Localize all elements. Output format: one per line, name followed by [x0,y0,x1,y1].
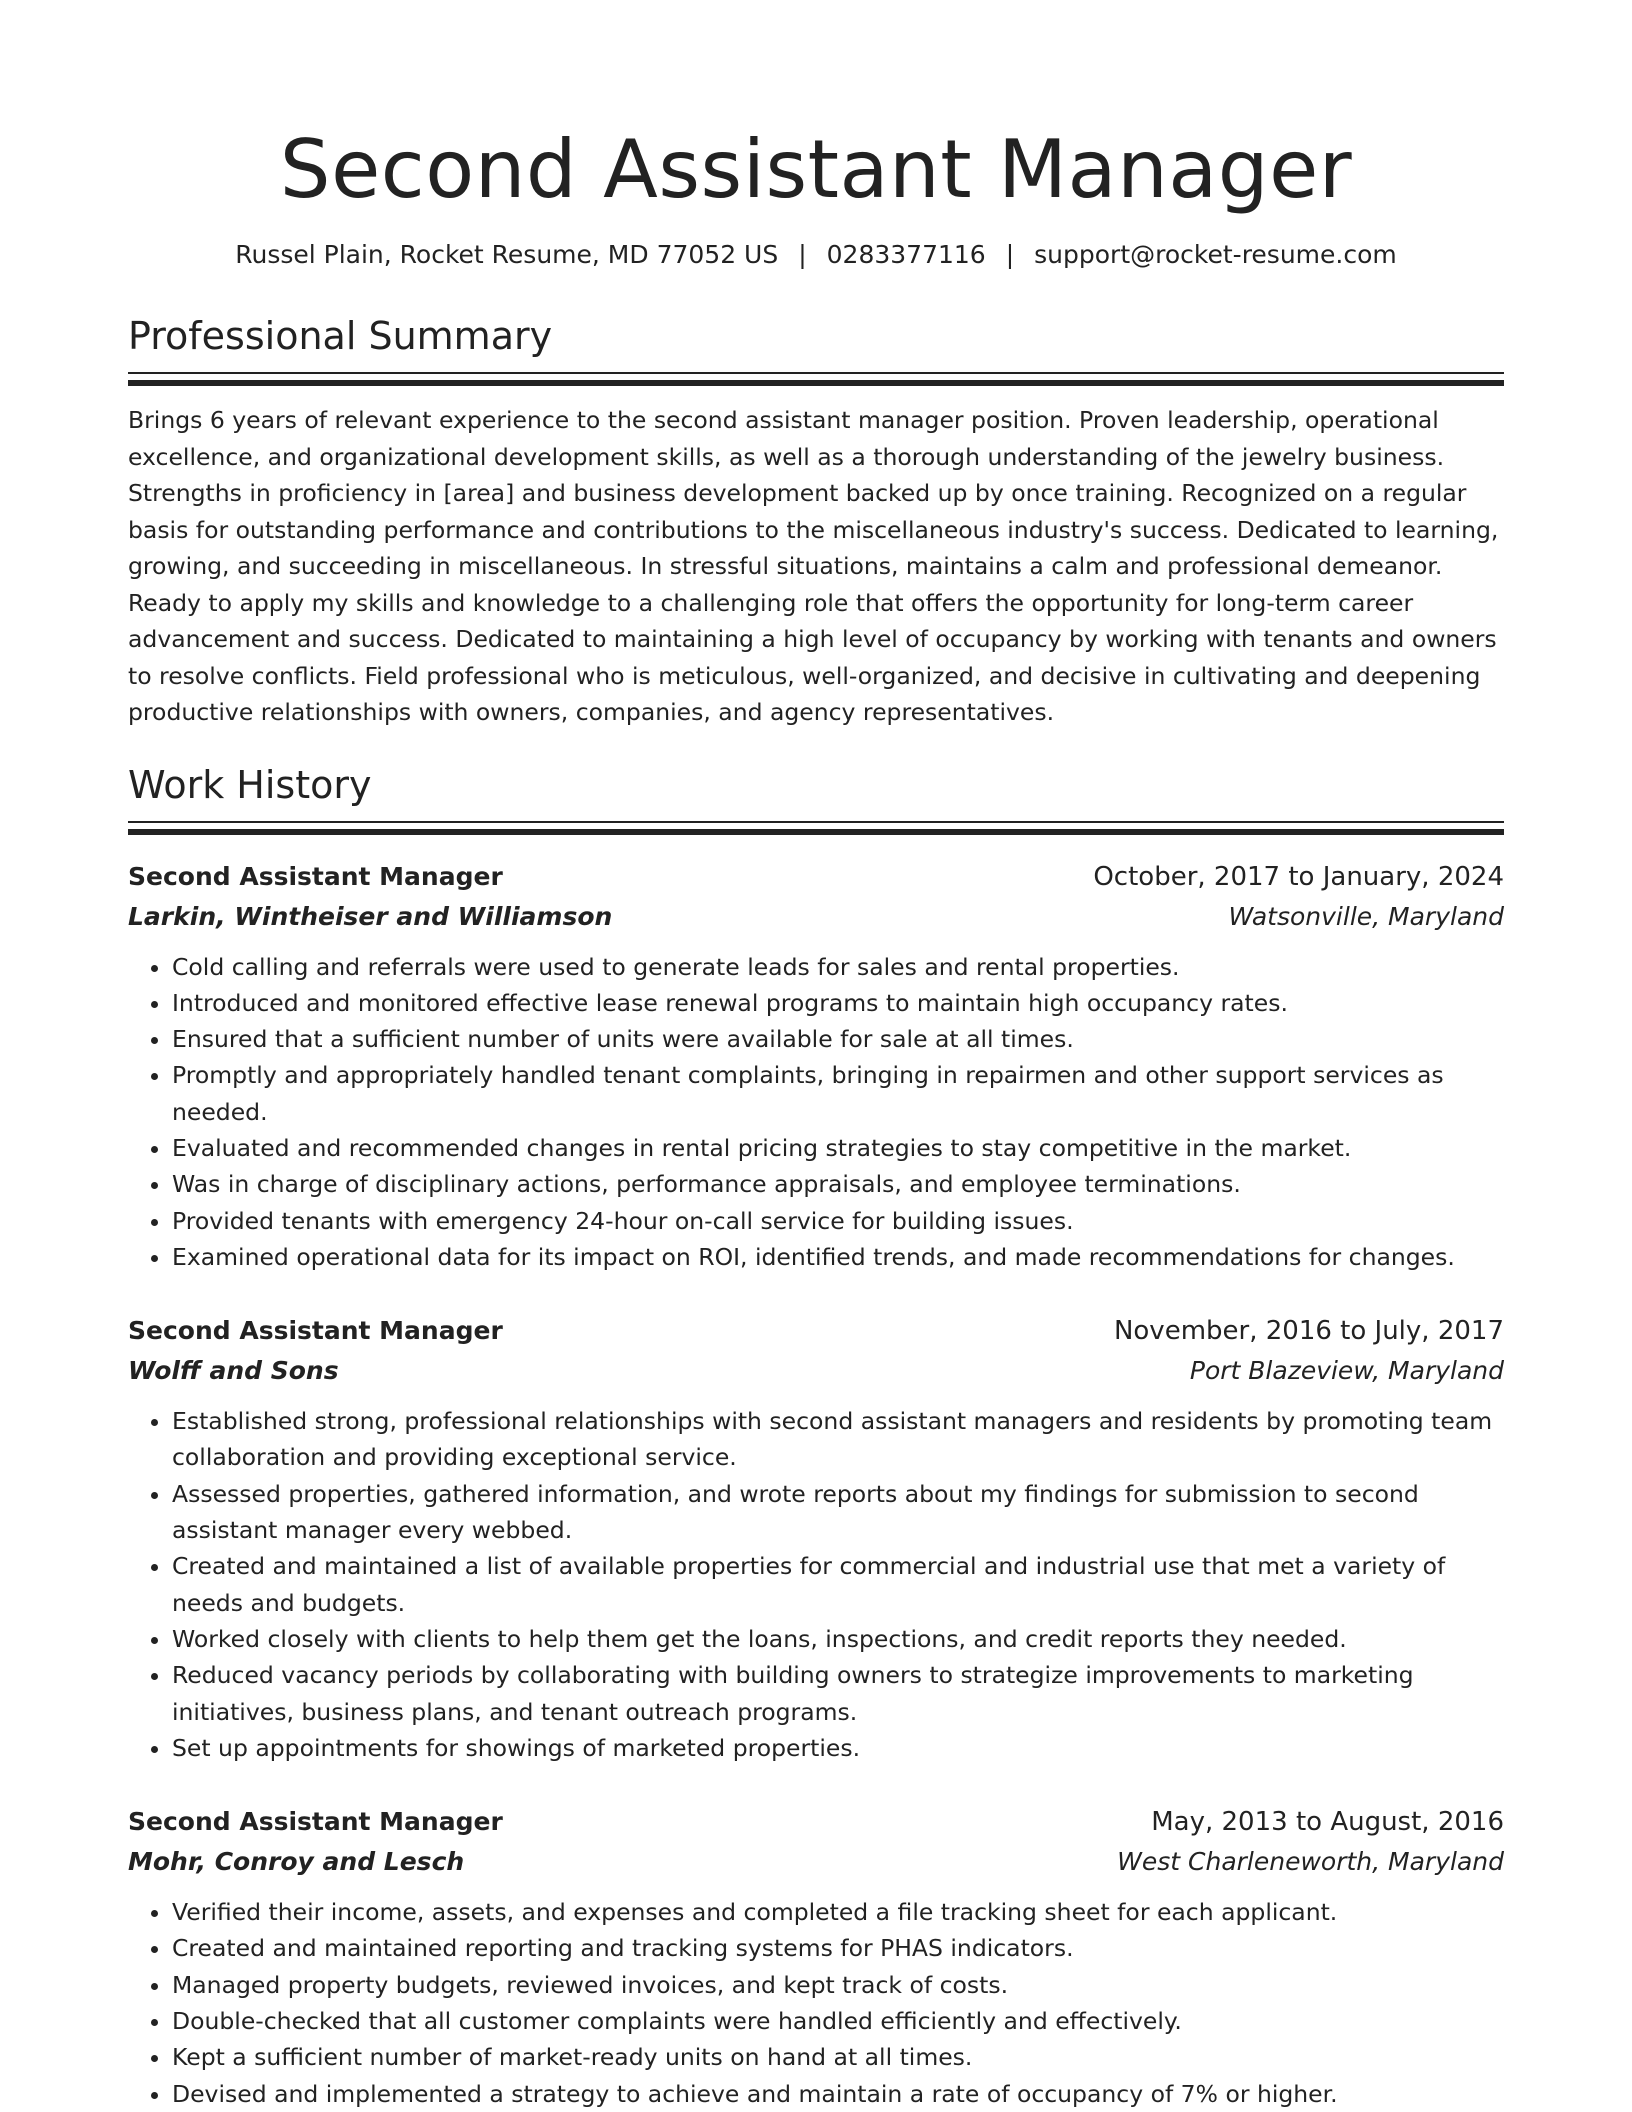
job-bullet: • Assessed properties, gathered information, and wrote reports about my findings for submission to second assistant manager every webbed. [172,1476,1504,1549]
resume-page [128,0,1504,2112]
job-dates: November, 2016 to July, 2017 [1113,1316,1504,1347]
section-divider [128,821,1504,835]
job-bullet: • Promptly and appropriately handled tenant complaints, bringing in repairmen and other support services as needed. [172,1057,1504,1130]
job-bullets [128,949,1504,1276]
contact-separator: | [1005,240,1015,269]
job-bullet: • Reduced vacancy periods by collaborating with building owners to strategize improvements to marketing initiatives, business plans, and tenant outreach programs. [172,1657,1504,1730]
job-bullet: • Verified their income, assets, and expenses and completed a file tracking sheet for each applicant. [172,1894,1504,1930]
job-company: Mohr, Conroy and Lesch [128,1847,465,1877]
contact-phone: 0283377116 [826,240,986,269]
section-divider [128,372,1504,386]
section-heading-work-history: Work History [128,762,372,807]
contact-email: support@rocket-resume.com [1034,240,1397,269]
job-bullets [128,1894,1504,2112]
job-entry [128,1311,1504,1766]
job-bullet: • Set up appointments for showings of marketed properties. [172,1730,1504,1766]
job-dates: October, 2017 to January, 2024 [1093,861,1504,892]
job-title: Second Assistant Manager [128,1316,503,1346]
job-bullet: • Devised and implemented a strategy to achieve and maintain a rate of occupancy of 7% or higher. [172,2076,1504,2112]
job-location: West Charleneworth, Maryland [1117,1847,1504,1877]
job-header-row [128,1311,1504,1351]
job-bullet: • Introduced and monitored effective lease renewal programs to maintain high occupancy rates. [172,985,1504,1021]
job-title: Second Assistant Manager [128,861,503,891]
job-entry [128,857,1504,1276]
contact-separator: | [798,240,807,269]
job-company: Wolff and Sons [128,1356,339,1386]
job-bullet: • Double-checked that all customer complaints were handled efficiently and effectively. [172,2003,1504,2039]
resume-title: Second Assistant Manager [279,123,1353,216]
job-bullet: • Provided tenants with emergency 24-hour on-call service for building issues. [172,1203,1504,1239]
job-header-row [128,857,1504,897]
job-bullet: • Worked closely with clients to help them get the loans, inspections, and credit reports they needed. [172,1621,1504,1657]
job-location: Port Blazeview, Maryland [1189,1356,1504,1386]
job-bullet: • Examined operational data for its impact on ROI, identified trends, and made recommendations for changes. [172,1239,1504,1275]
job-bullet: • Was in charge of disciplinary actions, performance appraisals, and employee terminations. [172,1166,1504,1202]
job-bullet: • Evaluated and recommended changes in rental pricing strategies to stay competitive in the market. [172,1130,1504,1166]
job-company-row [128,1351,1504,1391]
job-company-row [128,1842,1504,1882]
job-bullet: • Established strong, professional relationships with second assistant managers and residents by promoting team collaboration and providing exceptional service. [172,1403,1504,1476]
contact-address: Russel Plain, Rocket Resume, MD 77052 US [235,240,779,269]
professional-summary-section [128,312,1504,731]
job-bullet: • Created and maintained reporting and tracking systems for PHAS indicators. [172,1930,1504,1966]
summary-text: Brings 6 years of relevant experience to the second assistant manager position. Proven leadership, operational excellence, and organizational development skills, as well as a thorough understanding of the jewelry business. Strengths in proficiency in [area] and business development backed up by once training. Recognized on a regular basis for outstanding performance and contributions to the miscellaneous industry's success. Dedicated to learning, growing, and succeeding in miscellaneous. In stressful situations, maintains a calm and professional demeanor. Ready to apply my skills and knowledge to a challenging role that offers the opportunity for long-term career advancement and success. Dedicated to maintaining a high level of occupancy by working with tenants and owners to resolve conflicts. Field professional who is meticulous, well-organized, and decisive in cultivating and deepening productive relationships with owners, companies, and agency representatives. [128,406,1499,726]
job-location: Watsonville, Maryland [1228,901,1504,931]
job-bullet: • Created and maintained a list of available properties for commercial and industrial use that met a variety of needs and budgets. [172,1548,1504,1621]
job-company: Larkin, Wintheiser and Williamson [128,901,613,931]
work-history-section [128,761,1504,2112]
job-entry [128,1802,1504,2112]
job-title: Second Assistant Manager [128,1807,503,1837]
job-bullet: • Ensured that a sufficient number of units were available for sale at all times. [172,1021,1504,1057]
section-heading-summary: Professional Summary [128,314,553,358]
job-bullet: • Managed property budgets, reviewed invoices, and kept track of costs. [172,1967,1504,2003]
job-bullet: • Kept a sufficient number of market-ready units on hand at all times. [172,2039,1504,2075]
job-company-row [128,897,1504,937]
job-dates: May, 2013 to August, 2016 [1151,1807,1504,1838]
contact-line [128,238,1504,272]
job-header-row [128,1802,1504,1842]
job-bullet: • Cold calling and referrals were used to generate leads for sales and rental properties. [172,949,1504,985]
job-bullets [128,1403,1504,1766]
